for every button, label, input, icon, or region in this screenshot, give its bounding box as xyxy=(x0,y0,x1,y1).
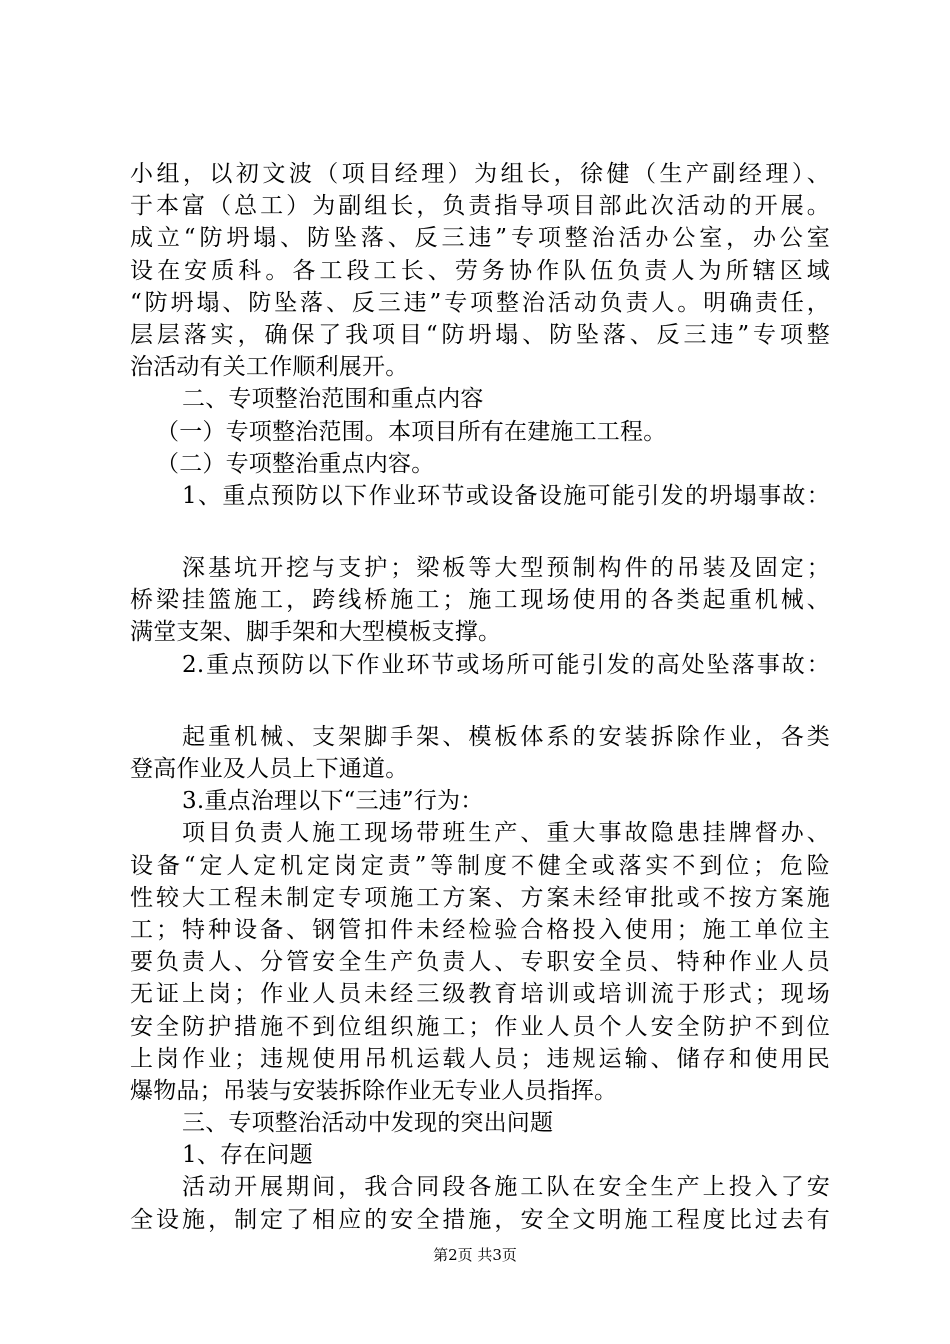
subsection-heading: （二）专项整治重点内容。 xyxy=(156,450,435,477)
text-line: 设在安质科。各工段工长、劳务协作队伍负责人为所辖区域 xyxy=(130,257,830,284)
text-line: 性较大工程未制定专项施工方案、方案未经审批或不按方案施 xyxy=(130,884,830,911)
text-line: 要负责人、分管安全生产负责人、专职安全员、特种作业人员 xyxy=(130,949,830,976)
text-line: 工；特种设备、钢管扣件未经检验合格投入使用；施工单位主 xyxy=(130,916,830,943)
text-line: 治活动有关工作顺利展开。 xyxy=(130,354,409,381)
text-line: 于本富（总工）为副组长，负责指导项目部此次活动的开展。 xyxy=(130,193,830,220)
text-line: 起重机械、支架脚手架、模板体系的安装拆除作业，各类 xyxy=(182,723,830,750)
page-number-label: 第2页 共3页 xyxy=(433,1246,517,1264)
text-line: 设备“定人定机定岗定责”等制度不健全或落实不到位；危险 xyxy=(130,852,830,879)
text-line: 无证上岗；作业人员未经三级教育培训或培训流于形式；现场 xyxy=(130,981,830,1008)
text-line: 全设施，制定了相应的安全措施，安全文明施工程度比过去有 xyxy=(130,1206,830,1233)
text-line: 小组，以初文波（项目经理）为组长，徐健（生产副经理）、 xyxy=(130,161,830,187)
item-heading: 1、存在问题 xyxy=(182,1142,313,1169)
section-heading: 三、专项整治活动中发现的突出问题 xyxy=(182,1110,554,1137)
text-line: 登高作业及人员上下通道。 xyxy=(130,756,409,782)
blank-gap xyxy=(130,512,830,552)
text-line: 桥梁挂篮施工，跨线桥施工；施工现场使用的各类起重机械、 xyxy=(130,587,830,614)
item-heading: 3.重点治理以下“三违”行为： xyxy=(182,788,484,815)
page-footer xyxy=(0,1245,950,1265)
text-line: 上岗作业；违规使用吊机运载人员；违规运输、储存和使用民 xyxy=(130,1045,830,1072)
section-heading: 二、专项整治范围和重点内容 xyxy=(182,386,484,413)
text-line: 安全防护措施不到位组织施工；作业人员个人安全防护不到位 xyxy=(130,1013,830,1040)
text-line: “防坍塌、防坠落、反三违”专项整治活动负责人。明确责任， xyxy=(130,289,830,316)
text-line: 项目负责人施工现场带班生产、重大事故隐患挂牌督办、 xyxy=(182,820,830,847)
subsection-heading: （一）专项整治范围。本项目所有在建施工工程。 xyxy=(156,418,667,445)
item-heading: 1、重点预防以下作业环节或设备设施可能引发的坍塌事故： xyxy=(182,482,830,509)
document-body xyxy=(130,158,830,1236)
text-line: 爆物品；吊装与安装拆除作业无专业人员指挥。 xyxy=(130,1077,618,1104)
text-line: 层层落实，确保了我项目“防坍塌、防坠落、反三违”专项整 xyxy=(130,321,830,348)
text-line: 深基坑开挖与支护；梁板等大型预制构件的吊装及固定； xyxy=(182,555,830,582)
text-line: 成立“防坍塌、防坠落、反三违”专项整治活办公室，办公室 xyxy=(130,225,830,252)
item-heading: 2.重点预防以下作业环节或场所可能引发的高处坠落事故： xyxy=(182,651,830,678)
text-line: 满堂支架、脚手架和大型模板支撑。 xyxy=(130,619,502,646)
blank-gap xyxy=(130,681,830,721)
text-line: 活动开展期间，我合同段各施工队在安全生产上投入了安 xyxy=(182,1174,830,1201)
